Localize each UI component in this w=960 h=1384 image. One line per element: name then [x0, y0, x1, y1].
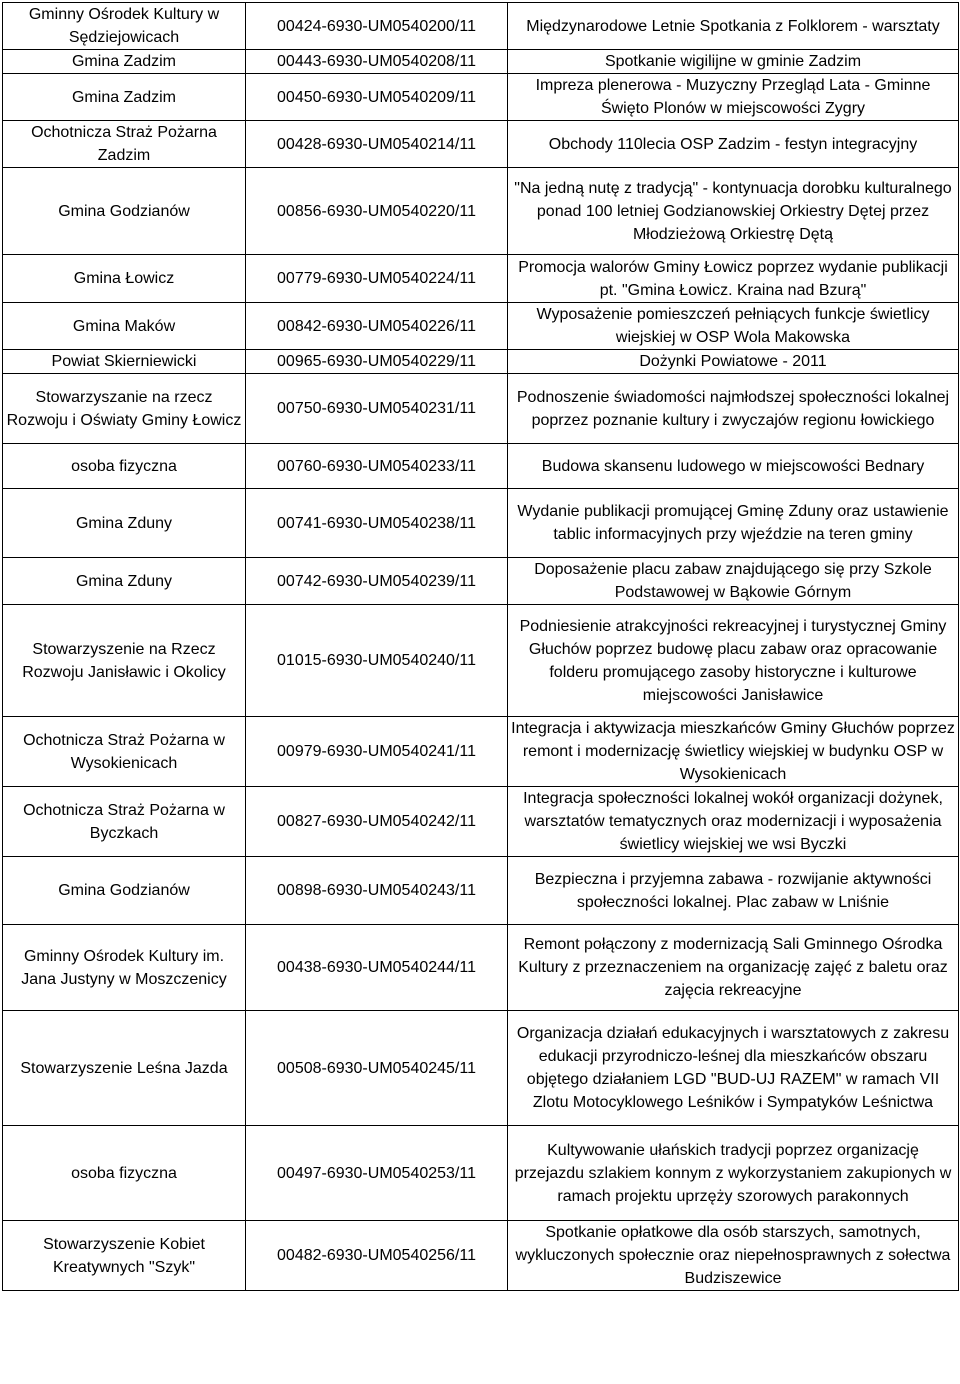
table-row — [3, 255, 959, 303]
applicant-cell: Gmina Maków — [3, 303, 246, 350]
project-title-cell: Spotkanie opłatkowe dla osób starszych, samotnych, wykluczonych społecznie oraz niepełnosprawnych z sołectwa Budziszewice — [508, 1221, 959, 1291]
project-title-cell: Spotkanie wigilijne w gminie Zadzim — [508, 50, 959, 74]
application-number-cell: 00842-6930-UM0540226/11 — [246, 303, 508, 350]
application-number-cell: 00482-6930-UM0540256/11 — [246, 1221, 508, 1291]
project-title-cell: Wyposażenie pomieszczeń pełniących funkcje świetlicy wiejskiej w OSP Wola Makowska — [508, 303, 959, 350]
table-row — [3, 717, 959, 787]
application-number-cell: 00760-6930-UM0540233/11 — [246, 444, 508, 489]
application-number-cell: 00856-6930-UM0540220/11 — [246, 168, 508, 255]
applicant-cell: Gmina Godzianów — [3, 857, 246, 925]
application-number-cell: 00424-6930-UM0540200/11 — [246, 3, 508, 50]
project-title-cell: Bezpieczna i przyjemna zabawa - rozwijanie aktywności społeczności lokalnej. Plac zabaw w Lniśnie — [508, 857, 959, 925]
project-title-cell: "Na jedną nutę z tradycją" - kontynuacja dorobku kulturalnego ponad 100 letniej Godzianowskiej Orkiestry Dętej przez Młodzieżową Orkiestrę Dętą — [508, 168, 959, 255]
project-title-cell: Obchody 110lecia OSP Zadzim - festyn integracyjny — [508, 121, 959, 168]
project-title-cell: Podnoszenie świadomości najmłodszej społeczności lokalnej poprzez poznanie kultury i zwyczajów regionu łowickiego — [508, 374, 959, 444]
table-row — [3, 1011, 959, 1126]
applicant-cell: Stowarzyszenie na Rzecz Rozwoju Janisławic i Okolicy — [3, 605, 246, 717]
application-number-cell: 01015-6930-UM0540240/11 — [246, 605, 508, 717]
application-number-cell: 00827-6930-UM0540242/11 — [246, 787, 508, 857]
project-title-cell: Integracja społeczności lokalnej wokół organizacji dożynek, warsztatów tematycznych oraz modernizacji i wyposażenia świetlicy wiejskiej we wsi Byczki — [508, 787, 959, 857]
applicant-cell: Gmina Zadzim — [3, 74, 246, 121]
table-row — [3, 1126, 959, 1221]
application-number-cell: 00508-6930-UM0540245/11 — [246, 1011, 508, 1126]
application-number-cell: 00979-6930-UM0540241/11 — [246, 717, 508, 787]
table-row — [3, 857, 959, 925]
application-number-cell: 00965-6930-UM0540229/11 — [246, 350, 508, 374]
table-row — [3, 121, 959, 168]
grants-table-body — [3, 3, 959, 1291]
applicant-cell: Gmina Godzianów — [3, 168, 246, 255]
applicant-cell: Gminny Ośrodek Kultury im. Jana Justyny w Moszczenicy — [3, 925, 246, 1011]
application-number-cell: 00450-6930-UM0540209/11 — [246, 74, 508, 121]
table-row — [3, 74, 959, 121]
table-row — [3, 558, 959, 605]
table-row — [3, 444, 959, 489]
applicant-cell: Ochotnicza Straż Pożarna w Byczkach — [3, 787, 246, 857]
application-number-cell: 00438-6930-UM0540244/11 — [246, 925, 508, 1011]
project-title-cell: Budowa skansenu ludowego w miejscowości Bednary — [508, 444, 959, 489]
table-row — [3, 374, 959, 444]
applicant-cell: Gminny Ośrodek Kultury w Sędziejowicach — [3, 3, 246, 50]
application-number-cell: 00443-6930-UM0540208/11 — [246, 50, 508, 74]
applicant-cell: Stowarzyszenie Leśna Jazda — [3, 1011, 246, 1126]
application-number-cell: 00428-6930-UM0540214/11 — [246, 121, 508, 168]
table-row — [3, 925, 959, 1011]
table-row — [3, 50, 959, 74]
table-row — [3, 3, 959, 50]
application-number-cell: 00898-6930-UM0540243/11 — [246, 857, 508, 925]
applicant-cell: osoba fizyczna — [3, 444, 246, 489]
project-title-cell: Impreza plenerowa - Muzyczny Przegląd Lata - Gminne Święto Plonów w miejscowości Zygry — [508, 74, 959, 121]
application-number-cell: 00497-6930-UM0540253/11 — [246, 1126, 508, 1221]
table-row — [3, 168, 959, 255]
grants-table — [2, 2, 959, 1291]
table-row — [3, 787, 959, 857]
applicant-cell: Ochotnicza Straż Pożarna Zadzim — [3, 121, 246, 168]
applicant-cell: Gmina Zduny — [3, 489, 246, 558]
project-title-cell: Wydanie publikacji promującej Gminę Zduny oraz ustawienie tablic informacyjnych przy wjeździe na teren gminy — [508, 489, 959, 558]
application-number-cell: 00742-6930-UM0540239/11 — [246, 558, 508, 605]
applicant-cell: Gmina Zduny — [3, 558, 246, 605]
application-number-cell: 00750-6930-UM0540231/11 — [246, 374, 508, 444]
project-title-cell: Międzynarodowe Letnie Spotkania z Folklorem - warsztaty — [508, 3, 959, 50]
table-row — [3, 350, 959, 374]
application-number-cell: 00779-6930-UM0540224/11 — [246, 255, 508, 303]
project-title-cell: Integracja i aktywizacja mieszkańców Gminy Głuchów poprzez remont i modernizację świetlicy wiejskiej w budynku OSP w Wysokienicach — [508, 717, 959, 787]
applicant-cell: Ochotnicza Straż Pożarna w Wysokienicach — [3, 717, 246, 787]
project-title-cell: Promocja walorów Gminy Łowicz poprzez wydanie publikacji pt. "Gmina Łowicz. Kraina nad Bzurą" — [508, 255, 959, 303]
applicant-cell: osoba fizyczna — [3, 1126, 246, 1221]
project-title-cell: Remont połączony z modernizacją Sali Gminnego Ośrodka Kultury z przeznaczeniem na organizację zajęć z baletu oraz zajęcia rekreacyjne — [508, 925, 959, 1011]
project-title-cell: Dożynki Powiatowe - 2011 — [508, 350, 959, 374]
project-title-cell: Kultywowanie ułańskich tradycji poprzez organizację przejazdu szlakiem konnym z wykorzystaniem zakupionych w ramach projektu uprzęży szorowych parakonnych — [508, 1126, 959, 1221]
project-title-cell: Podniesienie atrakcyjności rekreacyjnej i turystycznej Gminy Głuchów poprzez budowę placu zabaw oraz opracowanie folderu promującego zasoby historyczne i kulturowe miejscowości Janisławice — [508, 605, 959, 717]
table-row — [3, 303, 959, 350]
applicant-cell: Stowarzyszenie Kobiet Kreatywnych "Szyk" — [3, 1221, 246, 1291]
applicant-cell: Gmina Zadzim — [3, 50, 246, 74]
applicant-cell: Gmina Łowicz — [3, 255, 246, 303]
applicant-cell: Powiat Skierniewicki — [3, 350, 246, 374]
table-row — [3, 605, 959, 717]
application-number-cell: 00741-6930-UM0540238/11 — [246, 489, 508, 558]
table-row — [3, 1221, 959, 1291]
project-title-cell: Organizacja działań edukacyjnych i warsztatowych z zakresu edukacji przyrodniczo-leśnej dla mieszkańców obszaru objętego działaniem LGD "BUD-UJ RAZEM" w ramach VII Zlotu Motocyklowego Leśników i Sympatyków Leśnictwa — [508, 1011, 959, 1126]
table-row — [3, 489, 959, 558]
project-title-cell: Doposażenie placu zabaw znajdującego się przy Szkole Podstawowej w Bąkowie Górnym — [508, 558, 959, 605]
applicant-cell: Stowarzyszanie na rzecz Rozwoju i Oświaty Gminy Łowicz — [3, 374, 246, 444]
